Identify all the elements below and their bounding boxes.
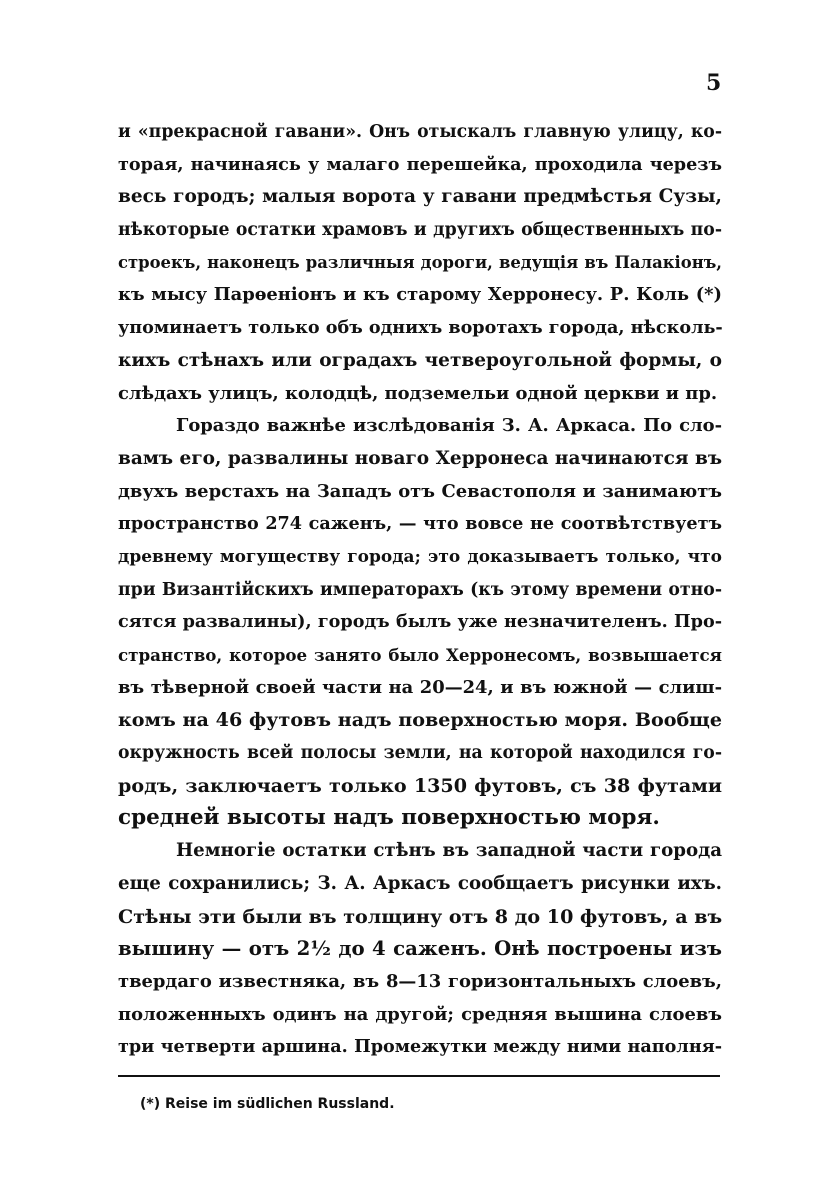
body-text <box>118 116 722 1064</box>
text-line: кихъ стѣнахъ или оградахъ четвероугольной формы, о <box>118 349 722 371</box>
text-line: окружность всей полосы земли, на которой находился го- <box>118 743 722 764</box>
text-line: комъ на 46 футовъ надъ поверхностью моря. Вообще <box>118 708 722 732</box>
text-line: вышину — отъ 2½ до 4 саженъ. Онѣ построены изъ <box>118 937 722 961</box>
footnote-divider <box>118 1075 720 1077</box>
text-line: строекъ, наконецъ различныя дороги, ведущія въ Палакіонъ, <box>118 252 722 272</box>
paragraph-1 <box>118 116 722 410</box>
paragraph-3 <box>118 835 722 1064</box>
text-line: средней высоты надъ поверхностью моря. <box>118 805 660 831</box>
text-line: три четверти аршина. Промежутки между ними наполня- <box>118 1036 722 1058</box>
text-line: Стѣны эти были въ толщину отъ 8 до 10 футовъ, а въ <box>118 904 723 928</box>
text-line: въ тѣверной своей части на 20—24, и въ южной — слиш- <box>118 676 722 698</box>
text-line: Гораздо важнѣе изслѣдованія З. А. Аркаса. По сло- <box>176 415 722 437</box>
text-line: нѣкоторые остатки храмовъ и другихъ общественныхъ по- <box>118 220 722 241</box>
text-line: древнему могуществу города; это доказываетъ только, что <box>118 546 722 567</box>
text-line: странство, которое занято было Херронесомъ, возвышается <box>118 645 722 665</box>
text-line: и «прекрасной гавани». Онъ отыскалъ главную улицу, ко- <box>118 122 722 142</box>
text-line: вамъ его, развалины новаго Херронеса начинаются въ <box>118 447 723 469</box>
text-line: весь городъ; малыя ворота у гавани предмѣстья Сузы, <box>118 186 722 208</box>
text-line: слѣдахъ улицъ, колодцѣ, подземельи одной церкви и пр. <box>118 382 718 404</box>
text-line: родъ, заключаетъ только 1350 футовъ, съ 38 футами <box>118 773 722 797</box>
text-line: сятся развалины), городъ былъ уже незначителенъ. Про- <box>118 611 722 633</box>
text-line: при Византійскихъ императорахъ (къ этому времени отно- <box>118 579 722 600</box>
footnote: (*) Reise im südlichen Russland. <box>140 1096 395 1112</box>
paragraph-2 <box>118 410 722 835</box>
text-line: къ мысу Парѳеніонъ и къ старому Херронесу. Р. Коль (*) <box>118 284 722 306</box>
text-line: пространство 274 саженъ, — что вовсе не соотвѣтствуетъ <box>118 513 722 535</box>
text-line: торая, начинаясь у малаго перешейка, проходила черезъ <box>118 153 722 175</box>
text-line: двухъ верстахъ на Западъ отъ Севастополя и занимаютъ <box>118 480 722 502</box>
text-line: Немногіе остатки стѣнъ въ западной части города <box>176 840 722 862</box>
text-line: положенныхъ одинъ на другой; средняя вышина слоевъ <box>118 1003 722 1025</box>
text-line: твердаго известняка, въ 8—13 горизонтальныхъ слоевъ, <box>118 970 722 992</box>
text-line: упоминаетъ только объ однихъ воротахъ города, нѣсколь- <box>118 317 723 339</box>
text-line: еще сохранились; З. А. Аркасъ сообщаетъ рисунки ихъ. <box>118 872 722 894</box>
page-number: 5 <box>706 70 722 96</box>
